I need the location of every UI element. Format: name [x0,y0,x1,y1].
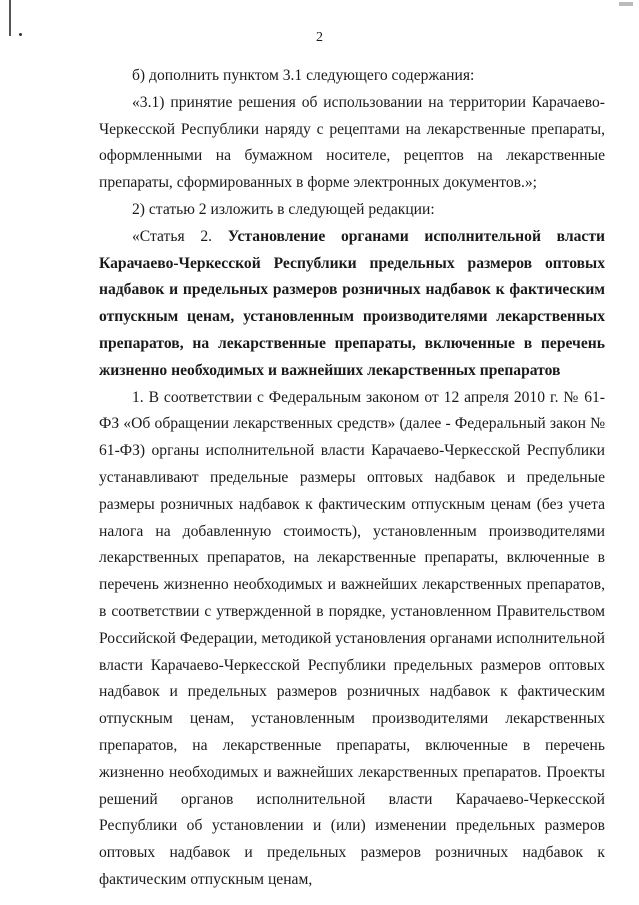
page-number: 2 [316,30,323,45]
article-prefix: «Статья 2. [132,227,213,245]
paragraph-amendment-2: 2) статью 2 изложить в следующей редакции: [132,200,435,218]
article-heading [99,224,605,385]
corner-scan-mark [619,2,633,6]
paragraph-article-clause-1: 1. В соответствии с Федеральным законом от 12 апреля 2010 г. № 61-ФЗ «Об обращении лекарственных средств» (далее - Федеральный закон № 61-ФЗ) органы исполнительной власти Карачаево-Черкесской Республики устанавливают предельные размеры оптовых надбавок и предельные размеры розничных надбавок к фактическим отпускным ценам (без учета налога на добавленную стоимость), установленным производителями лекарственных препаратов, на лекарственные препараты, включенные в перечень жизненно необходимых и важнейших лекарственных препаратов, в соответствии с утвержденной в порядке, установленном Правительством Российской Федерации, методикой установления органами исполнительной власти Карачаево-Черкесской Республики предельных размеров оптовых надбавок и предельных размеров розничных надбавок к фактическим отпускным ценам, установленным производителями лекарственных препаратов, на лекарственные препараты, включенные в перечень жизненно необходимых и важнейших лекарственных препаратов. Проекты решений органов исполнительной власти Карачаево-Черкесской Республики об установлении и (или) изменении предельных размеров оптовых надбавок и предельных размеров розничных надбавок к фактическим отпускным ценам, [99,388,605,888]
document-body [99,63,605,894]
paragraph-clause-3-1: «3.1) принятие решения об использовании на территории Карачаево-Черкесской Республики наряду с рецептами на лекарственные препараты, оформленными на бумажном носителе, рецептов на лекарственные препараты, сформированных в форме электронных документов.»; [99,93,605,192]
paragraph-amendment-b: б) дополнить пунктом 3.1 следующего содержания: [132,67,475,84]
article-title: Установление органами исполнительной власти Карачаево-Черкесской Республики предельных размеров оптовых надбавок и предельных размеров розничных надбавок к фактическим отпускным ценам, установленным производителями лекарственных препаратов, на лекарственные препараты, включенные в перечень жизненно необходимых и важнейших лекарственных препаратов [99,227,605,379]
